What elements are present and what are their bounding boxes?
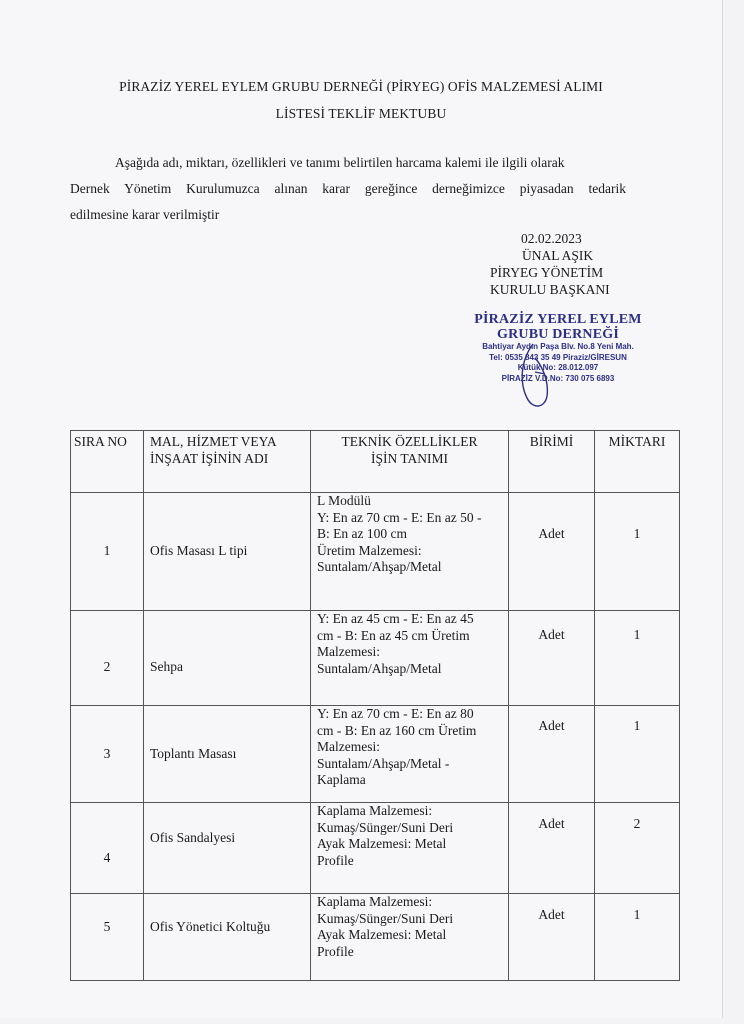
header-specs	[311, 431, 509, 493]
intro-line1: Aşağıda adı, miktarı, özellikleri ve tanımı belirtilen harcama kalemi ile ilgili olarak	[115, 155, 565, 170]
row-number: 4	[71, 803, 144, 894]
row-number: 1	[71, 493, 144, 611]
row-unit: Adet	[509, 611, 595, 706]
row-specs	[311, 611, 509, 706]
header-sira-no: SIRA NO	[71, 431, 144, 493]
spec-line: Y: En az 45 cm - E: En az 45	[317, 611, 474, 626]
row-unit: Adet	[509, 894, 595, 981]
table-header-row	[71, 431, 680, 493]
signature-name: ÜNAL AŞIK	[522, 248, 594, 263]
row-quantity: 2	[595, 803, 680, 894]
spec-line: Kaplama	[317, 772, 366, 787]
row-specs	[311, 493, 509, 611]
spec-line: Kumaş/Sünger/Suni Deri	[317, 819, 454, 835]
spec-line: Suntalam/Ahşap/Metal -	[317, 755, 450, 771]
spec-line: Y: En az 70 cm - E: En az 50 -	[317, 509, 482, 525]
spec-line: Malzemesi:	[317, 739, 380, 754]
row-unit: Adet	[509, 706, 595, 803]
spec-line: Y: En az 70 cm - E: En az 80	[317, 706, 474, 721]
table-row	[71, 493, 680, 611]
row-item-name: Sehpa	[144, 611, 311, 706]
stamp-line5: Kütük No: 28.012.097	[517, 363, 599, 372]
header-unit: BİRİMİ	[509, 431, 595, 493]
spec-line: cm - B: En az 45 cm Üretim	[317, 627, 470, 643]
spec-line: B: En az 100 cm	[317, 526, 407, 541]
row-specs	[311, 803, 509, 894]
association-stamp	[463, 312, 653, 412]
spec-line: Profile	[317, 852, 354, 868]
row-quantity: 1	[595, 706, 680, 803]
spec-line: Üretim Malzemesi:	[317, 542, 422, 558]
spec-line: Suntalam/Ahşap/Metal	[317, 559, 442, 574]
document-title-line1: PİRAZİZ YEREL EYLEM GRUBU DERNEĞİ (PİRYEG) OFİS MALZEMESİ ALIMI	[119, 79, 603, 94]
row-item-name: Ofis Yönetici Koltuğu	[144, 894, 311, 981]
intro-line2: Dernek Yönetim Kurulumuzca alınan karar gereğince derneğimizce piyasadan tedarik	[70, 181, 626, 196]
header-specs-line1: TEKNİK ÖZELLİKLER	[341, 434, 478, 449]
spec-line: Malzemesi:	[317, 644, 380, 659]
spec-line: Ayak Malzemesi: Metal	[317, 927, 447, 942]
signature-scribble-icon	[463, 312, 653, 412]
table-row	[71, 803, 680, 894]
spec-line: L Modülü	[317, 493, 371, 508]
header-item-name-line1: MAL, HİZMET VEYA	[150, 434, 277, 449]
header-specs-line2: İŞİN TANIMI	[370, 450, 449, 466]
spec-line: Ayak Malzemesi: Metal	[317, 836, 447, 851]
row-unit: Adet	[509, 803, 595, 894]
document-title-line2: LİSTESİ TEKLİF MEKTUBU	[275, 106, 447, 121]
stamp-line1: PİRAZİZ YEREL EYLEM	[474, 312, 642, 327]
spec-line: Suntalam/Ahşap/Metal	[317, 660, 442, 676]
spec-line: Profile	[317, 943, 354, 959]
stamp-line4: Tel: 0535 843 35 49 Piraziz/GİRESUN	[489, 352, 627, 362]
table-row	[71, 706, 680, 803]
spec-line: Kaplama Malzemesi:	[317, 894, 433, 909]
row-number: 2	[71, 611, 144, 706]
row-unit: Adet	[509, 493, 595, 611]
header-item-name	[144, 431, 311, 493]
table-row	[71, 611, 680, 706]
row-quantity: 1	[595, 611, 680, 706]
row-item-name: Toplantı Masası	[144, 706, 311, 803]
row-specs	[311, 706, 509, 803]
row-quantity: 1	[595, 493, 680, 611]
stamp-line6: PİRAZİZ V.D.No: 730 075 6893	[501, 373, 615, 383]
row-item-name: Ofis Masası L tipi	[144, 493, 311, 611]
stamp-line3: Bahtiyar Aydın Paşa Blv. No.8 Yeni Mah.	[482, 342, 634, 351]
intro-paragraph	[70, 150, 626, 228]
table-row	[71, 894, 680, 981]
row-number: 3	[71, 706, 144, 803]
intro-line3: edilmesine karar verilmiştir	[70, 207, 220, 222]
header-item-name-line2: İNŞAAT İŞİNİN ADI	[150, 450, 269, 466]
spec-line: Kumaş/Sünger/Suni Deri	[317, 910, 454, 926]
row-quantity: 1	[595, 894, 680, 981]
signature-role-line2: KURULU BAŞKANI	[490, 282, 610, 297]
header-quantity: MİKTARI	[595, 431, 680, 493]
row-number: 5	[71, 894, 144, 981]
signature-role-line1: PİRYEG YÖNETİM	[490, 265, 604, 280]
spec-line: Kaplama Malzemesi:	[317, 803, 433, 818]
stamp-line2: GRUBU DERNEĞİ	[496, 327, 619, 342]
signature-date: 02.02.2023	[521, 231, 582, 246]
row-specs	[311, 894, 509, 981]
row-item-name: Ofis Sandalyesi	[144, 803, 311, 894]
items-table	[70, 430, 680, 981]
spec-line: cm - B: En az 160 cm Üretim	[317, 722, 477, 738]
